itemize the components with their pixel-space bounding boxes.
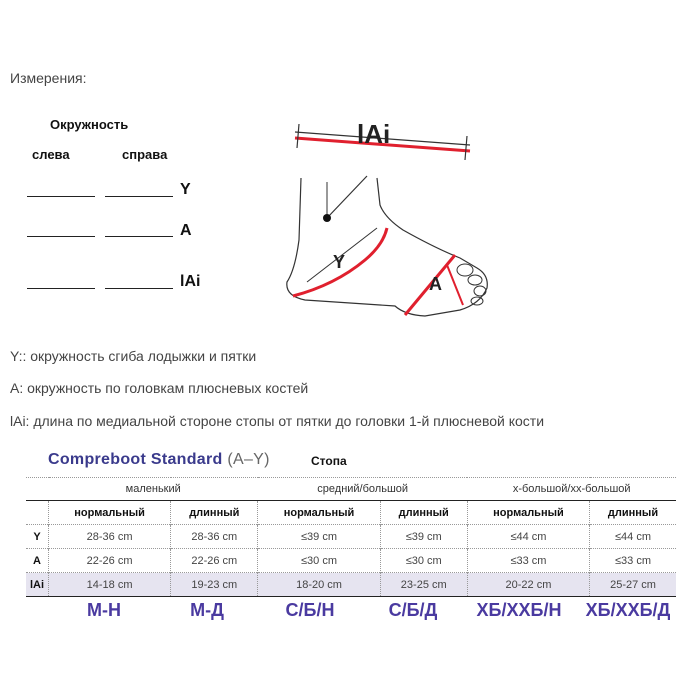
table-cell: 18-20 cm: [258, 573, 380, 597]
table-row: [26, 549, 676, 573]
corner-cell: [26, 478, 49, 501]
right-column-label: справа: [122, 147, 168, 162]
group-header-row: [26, 478, 676, 501]
table-cell: ≤30 cm: [258, 549, 380, 573]
row-label-y: Y: [180, 181, 191, 198]
subheader-row: [26, 501, 676, 525]
table-cell: ≤30 cm: [380, 549, 467, 573]
subheader-cell: длинный: [380, 501, 467, 525]
legend-lai: lAi: длина по медиальной стороне стопы от пятки до головки 1-й плюсневой кости: [10, 413, 545, 429]
row-label: Y: [26, 525, 49, 549]
intro-text: Измерения:: [10, 70, 87, 86]
group-xl-xxl: x-большой/xx-большой: [467, 478, 676, 501]
legend-a: A: окружность по головкам плюсневых костей: [10, 380, 309, 396]
foot-diagram: [285, 110, 515, 325]
table-side-label: Стопа: [311, 454, 347, 468]
table-title: [48, 451, 270, 469]
table-cell: 22-26 cm: [49, 549, 171, 573]
size-code: М-Н: [87, 600, 121, 620]
size-code: ХБ/ХХБ/Д: [585, 600, 671, 620]
corner-cell: [26, 501, 49, 525]
table-cell: 28-36 cm: [171, 525, 258, 549]
blank-right-a: [105, 236, 173, 237]
table-cell: 23-25 cm: [380, 573, 467, 597]
legend-y: Y:: окружность сгиба лодыжки и пятки: [10, 348, 257, 364]
circumference-heading: Окружность: [50, 117, 129, 132]
diagram-label-lai: lAi: [357, 119, 391, 149]
size-table: [26, 477, 676, 597]
table-row: [26, 573, 676, 597]
table-row: [26, 525, 676, 549]
subheader-cell: длинный: [171, 501, 258, 525]
table-cell: 14-18 cm: [49, 573, 171, 597]
row-label: A: [26, 549, 49, 573]
row-label-lai: lAi: [180, 273, 201, 290]
diagram-label-a: A: [429, 274, 442, 294]
blank-right-lai: [105, 288, 173, 289]
size-code: ХБ/ХХБ/Н: [476, 600, 562, 620]
size-code: М-Д: [190, 600, 224, 620]
subheader-cell: нормальный: [49, 501, 171, 525]
table-cell: 19-23 cm: [171, 573, 258, 597]
left-column-label: слева: [32, 147, 70, 162]
blank-left-a: [27, 236, 95, 237]
table-cell: ≤39 cm: [258, 525, 380, 549]
row-label: lAi: [26, 573, 49, 597]
table-cell: 28-36 cm: [49, 525, 171, 549]
group-medium-large: средний/большой: [258, 478, 467, 501]
table-cell: ≤44 cm: [467, 525, 589, 549]
blank-right-y: [105, 196, 173, 197]
blank-left-lai: [27, 288, 95, 289]
subheader-cell: длинный: [590, 501, 676, 525]
table-cell: ≤33 cm: [467, 549, 589, 573]
table-cell: 22-26 cm: [171, 549, 258, 573]
blank-left-y: [27, 196, 95, 197]
size-code: С/Б/Н: [285, 600, 335, 620]
group-small: маленький: [49, 478, 258, 501]
table-cell: ≤44 cm: [590, 525, 676, 549]
table-cell: ≤39 cm: [380, 525, 467, 549]
product-name: Compreboot Standard: [48, 451, 223, 468]
size-code: С/Б/Д: [388, 600, 438, 620]
size-range: (A–Y): [227, 451, 270, 468]
subheader-cell: нормальный: [258, 501, 380, 525]
table-cell: ≤33 cm: [590, 549, 676, 573]
table-cell: 20-22 cm: [467, 573, 589, 597]
table-cell: 25-27 cm: [590, 573, 676, 597]
row-label-a: A: [180, 222, 192, 239]
subheader-cell: нормальный: [467, 501, 589, 525]
diagram-label-y: Y: [333, 252, 346, 272]
